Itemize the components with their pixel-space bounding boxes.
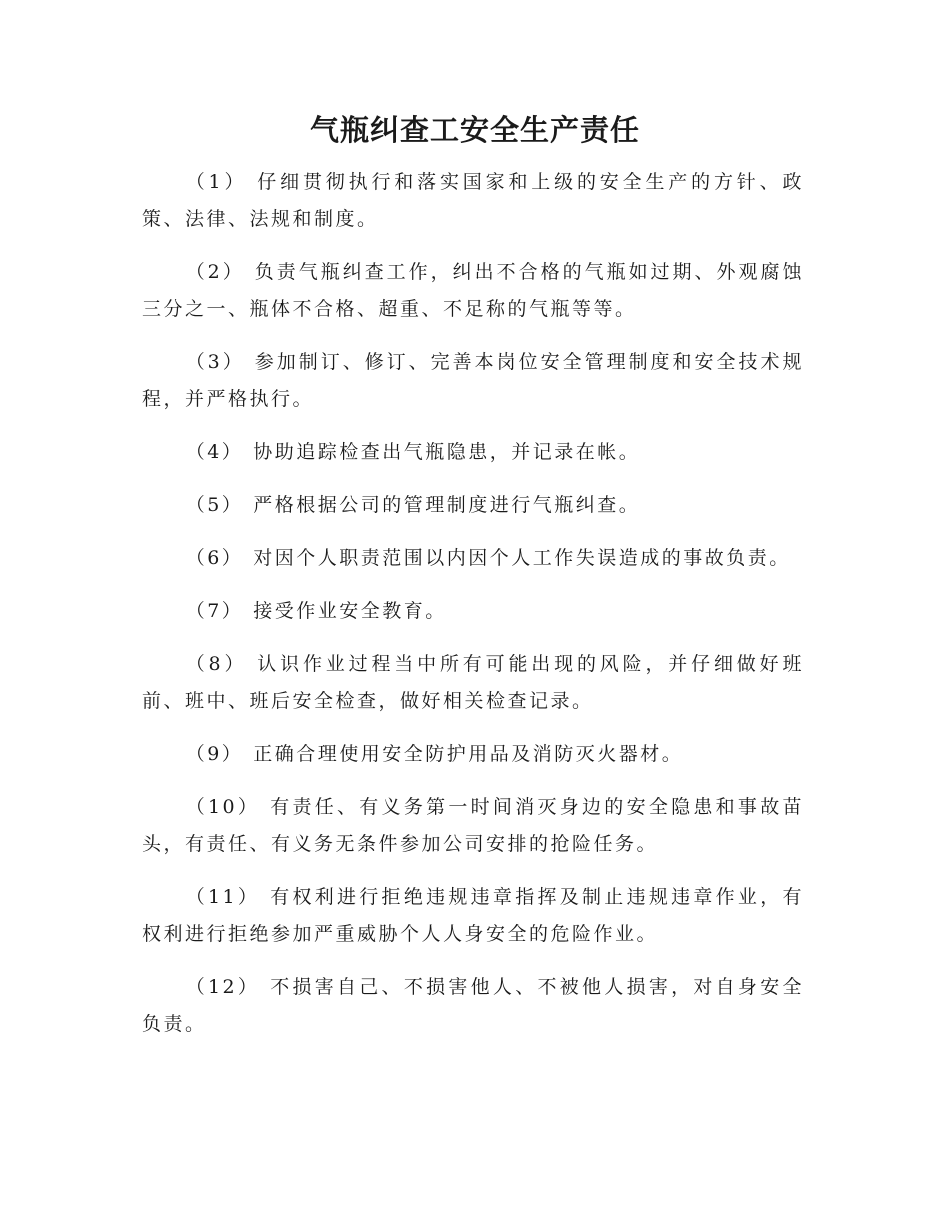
item-text: 严格根据公司的管理制度进行气瓶纠查。 <box>253 494 641 516</box>
item-number: （9） <box>185 743 244 765</box>
item-text: 参加制订、修订、完善本岗位安全管理制度和安全技术规程，并严格执行。 <box>142 351 804 410</box>
list-item <box>142 789 804 863</box>
item-number: （3） <box>185 351 245 373</box>
item-number: （2） <box>185 261 245 283</box>
item-number: （12） <box>185 976 261 998</box>
item-number: （8） <box>185 653 248 675</box>
list-item <box>142 736 804 773</box>
list-item <box>142 646 804 720</box>
item-number: （5） <box>185 494 244 516</box>
item-text: 仔细贯彻执行和落实国家和上级的安全生产的方针、政策、法律、法规和制度。 <box>142 171 804 230</box>
item-text: 有责任、有义务第一时间消灭身边的安全隐患和事故苗头，有责任、有义务无条件参加公司安排的抢险任务。 <box>142 796 804 855</box>
item-number: （7） <box>185 600 244 622</box>
list-item <box>142 164 804 238</box>
item-text: 有权利进行拒绝违规违章指挥及制止违规违章作业，有权利进行拒绝参加严重威胁个人人身安全的危险作业。 <box>142 886 804 945</box>
list-item <box>142 254 804 328</box>
item-text: 认识作业过程当中所有可能出现的风险，并仔细做好班前、班中、班后安全检查，做好相关检查记录。 <box>142 653 804 712</box>
item-text: 对因个人职责范围以内因个人工作失误造成的事故负责。 <box>253 547 791 569</box>
list-item <box>142 879 804 953</box>
item-number: （1） <box>185 171 248 193</box>
list-item <box>142 969 804 1043</box>
list-item <box>142 434 804 471</box>
list-item <box>142 344 804 418</box>
item-text: 接受作业安全教育。 <box>253 600 447 622</box>
item-text: 协助追踪检查出气瓶隐患，并记录在帐。 <box>253 441 641 463</box>
list-item <box>142 540 804 577</box>
list-item <box>142 593 804 630</box>
document-title: 气瓶纠查工安全生产责任 <box>309 113 640 147</box>
item-text: 不损害自己、不损害他人、不被他人损害，对自身安全负责。 <box>142 976 804 1035</box>
item-text: 负责气瓶纠查工作，纠出不合格的气瓶如过期、外观腐蚀三分之一、瓶体不合格、超重、不足称的气瓶等等。 <box>142 261 804 320</box>
item-number: （6） <box>185 547 244 569</box>
item-number: （10） <box>185 796 261 818</box>
item-number: （4） <box>185 441 244 463</box>
item-number: （11） <box>185 886 261 908</box>
list-item <box>142 487 804 524</box>
item-text: 正确合理使用安全防护用品及消防灭火器材。 <box>253 743 684 765</box>
responsibility-list <box>142 164 804 1043</box>
